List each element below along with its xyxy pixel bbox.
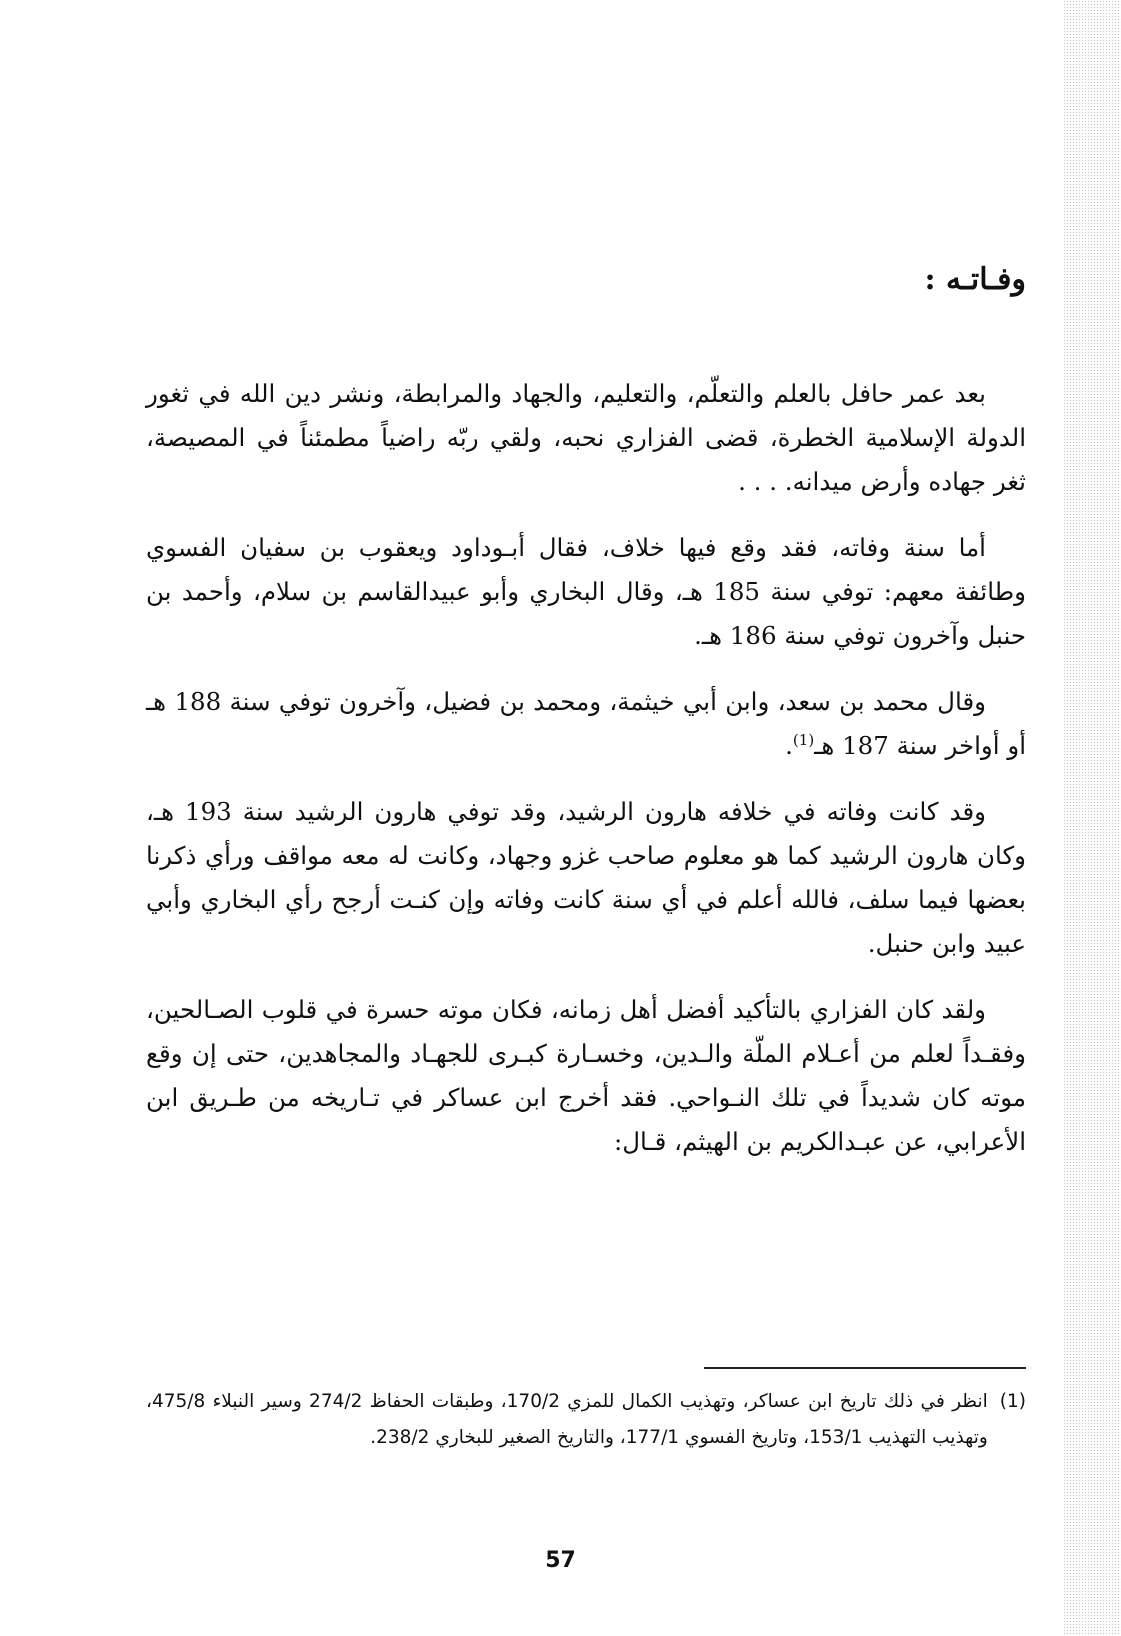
footnote-divider: [704, 1367, 1026, 1369]
paragraph-4: وقد كانت وفاته في خلافه هارون الرشيد، وقد توفي هارون الرشيد سنة 193 هـ، وكان هارون الرشيد كما هو معلوم صاحب غزو وجهاد، وكانت له معه مواقف ورأي ذكرنا بعضها فيما سلف، فالله أعلم في أي سنة كانت وفاته وإن كنـت أرجح رأي البخاري وأبي عبيد وابن حنبل.: [146, 797, 1026, 958]
paragraph-5: ولقد كان الفزاري بالتأكيد أفضل أهل زمانه، فكان موته حسرة في قلوب الصـالحين، وفقـداً لعلم من أعـلام الملّة والـدين، وخسـارة كبـرى للجهـاد والمجاهدين، حتى إن وقع موته كان شديداً في تلك النـواحي. فقد أخرج ابن عساكر في تـاريخه من طـريق ابن الأعرابي، عن عبـدالكريم بن الهيثم، قـال:: [146, 995, 1026, 1156]
page-number: 57: [545, 1548, 576, 1573]
paragraph-3-text: وقال محمد بن سعد، وابن أبي خيثمة، ومحمد بن فضيل، وآخرون توفي سنة 188 هـ أو أواخر سنة 187 هـ: [146, 687, 1026, 760]
footnote-reference[interactable]: (1): [792, 730, 815, 749]
footnote-text: انظر في ذلك تاريخ ابن عساكر، وتهذيب الكمال للمزي 170/2، وطبقات الحفاظ 274/2 وسير النبلاء 475/8، وتهذيب التهذيب 153/1، وتاريخ الفسوي 177/1، والتاريخ الصغير للبخاري 238/2.: [146, 1391, 988, 1448]
paragraph-3: [146, 680, 1026, 768]
paragraph-3-tail: .: [785, 731, 793, 760]
body-text: [146, 372, 1026, 1186]
paragraph-2: أما سنة وفاته، فقد وقع فيها خلاف، فقال أبـوداود ويعقوب بن سفيان الفسوي وطائفة معهم: توفي سنة 185 هـ، وقال البخاري وأبو عبيدالقاسم بن سلام، وأحمد بن حنبل وآخرون توفي سنة 186 هـ.: [146, 533, 1026, 650]
footnote-number: (1): [999, 1391, 1026, 1412]
footnote: [146, 1384, 1026, 1456]
section-heading: وفـاتـه :: [924, 262, 1026, 297]
paragraph-1: بعد عمر حافل بالعلم والتعلّم، والتعليم، والجهاد والمرابطة، ونشر دين الله في ثغور الدولة الإسلامية الخطرة، قضى الفزاري نحبه، ولقي ربّه راضياً مطمئناً في المصيصة، ثغر جهاده وأرض ميدانه. . . .: [146, 379, 1026, 496]
